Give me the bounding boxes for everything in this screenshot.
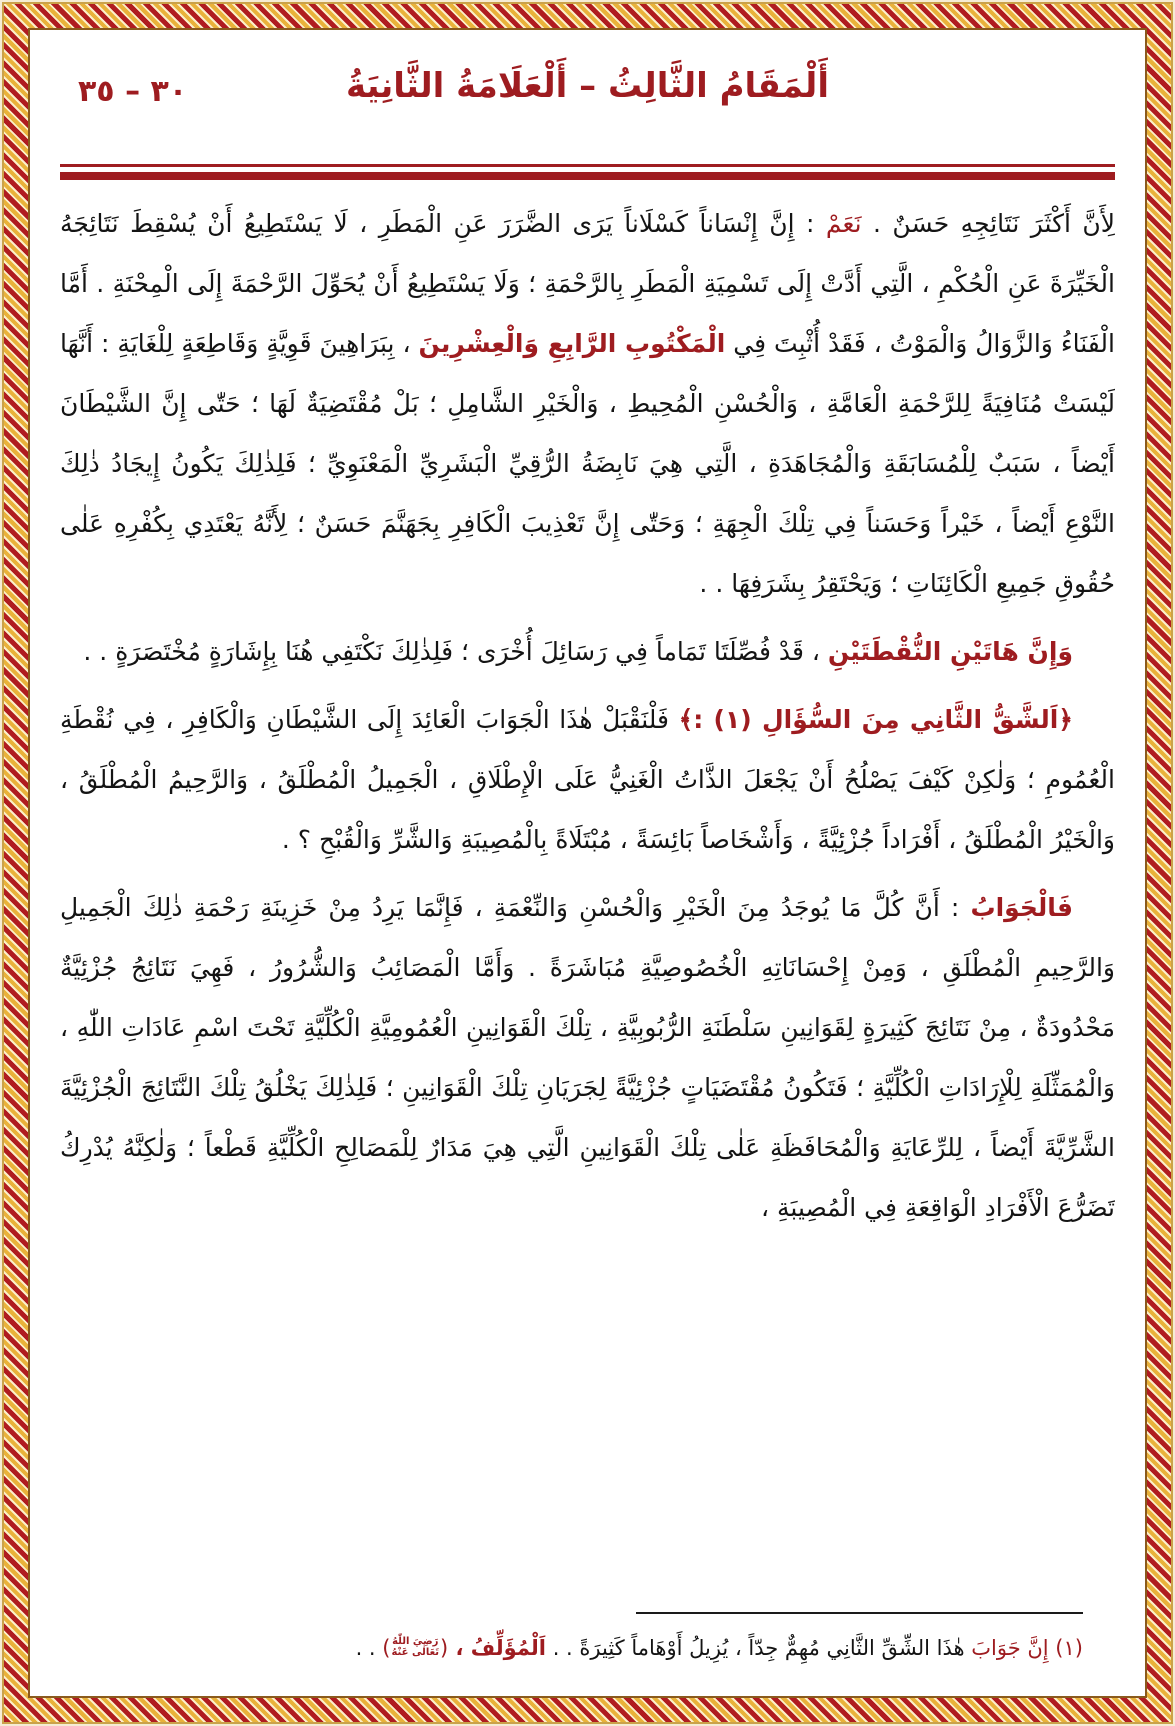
paragraph-4 [60, 878, 1115, 1238]
red-phrase-two-points: وَإِنَّ هَاتَيْنِ النُّقْطَتَيْنِ [827, 637, 1073, 666]
footnote-marker: (١) إِنَّ جَوَابَ [964, 1636, 1083, 1660]
seal-line-2: تَعَالٰى عَنْهُ [391, 1647, 439, 1658]
red-reference-letter-24: الْمَكْتُوبِ الرَّابِعِ وَالْعِشْرِينَ [418, 329, 726, 358]
red-word-naam: نَعَمْ [825, 209, 862, 238]
seal-close-paren: ) [382, 1636, 391, 1660]
text-segment: ، قَدْ فُصِّلَتَا تَمَاماً فِي رَسَائِلَ أُخْرَى ؛ فَلِذٰلِكَ نَكْتَفِي هُنَا بِإِشَارَةٍ مُخْتَصَرَةٍ . . [83, 637, 828, 666]
author-seal [391, 1636, 439, 1658]
footnote-text [90, 1630, 1083, 1666]
footnote-separator [636, 1612, 1083, 1614]
text-segment: فَلْنَقْبَلْ هٰذَا الْجَوَابَ الْعَائِدَ إِلَى الشَّيْطَانِ وَالْكَافِرِ ، فِي نُقْطَةِ الْعُمُومِ ؛ وَلٰكِنْ كَيْفَ يَصْلُحُ أَنْ يَجْعَلَ الذَّاتُ الْغَنِيُّ عَلَى الْإِطْلَاقِ ، الْجَمِيلُ الْمُطْلَقُ ، وَالرَّحِيمُ الْمُطْلَقُ ، وَالْخَيْرُ الْمُطْلَقُ ، أَفْرَاداً جُزْئِيَّةً ، وَأَشْخَاصاً بَائِسَةً ، مُبْتَلَاةً بِالْمُصِيبَةِ وَالشَّرِّ وَالْقُبْحِ ؟ . [60, 705, 1115, 854]
text-segment: : إِنَّ إِنْسَاناً كَسْلَاناً يَرَى الضَّرَرَ عَنِ الْمَطَرِ ، لَا يَسْتَطِيعُ أَنْ يُسْقِطَ نَتَائِجَهُ الْخَيِّرَةَ عَنِ الْحُكْمِ ، الَّتِي أَدَّتْ إِلَى تَسْمِيَةِ الْمَطَرِ بِالرَّحْمَةِ ؛ وَلَا يَسْتَطِيعُ أَنْ يُحَوِّلَ الرَّحْمَةَ إِلَى الْمِحْنَةِ . أَمَّا الْفَنَاءُ وَالزَّوَالُ وَالْمَوْتُ ، فَقَدْ أُثْبِتَ فِي [60, 209, 1115, 358]
seal-open-paren: ( [439, 1636, 449, 1660]
text-segment: ، بِبَرَاهِينَ قَوِيَّةٍ وَقَاطِعَةٍ لِلْغَايَةِ : أَنَّهَا لَيْسَتْ مُنَافِيَةً لِلرَّحْمَةِ الْعَامَّةِ ، وَالْحُسْنِ الْمُحِيطِ ، وَالْخَيْرِ الشَّامِلِ ؛ بَلْ مُقْتَضِيَةٌ لَهَا ؛ حَتّٰى إِنَّ الشَّيْطَانَ أَيْضاً ، سَبَبٌ لِلْمُسَابَقَةِ وَالْمُجَاهَدَةِ ، الَّتِي هِيَ نَابِضَةُ الرُّقِيِّ الْبَشَرِيِّ الْمَعْنَوِيِّ ؛ فَلِذٰلِكَ يَكُونُ إِيجَادُ ذٰلِكَ النَّوْعِ أَيْضاً ، خَيْراً وَحَسَناً فِي تِلْكَ الْجِهَةِ ؛ وَحَتّٰى إِنَّ تَعْذِيبَ الْكَافِرِ بِجَهَنَّمَ حَسَنٌ ؛ لِأَنَّهُ يَعْتَدِي بِكُفْرِهِ عَلٰى حُقُوقِ جَمِيعِ الْكَائِنَاتِ ؛ وَيَحْتَقِرُ بِشَرَفِهَا . . [60, 329, 1115, 598]
page-title: أَلْمَقَامُ الثَّالِثُ – أَلْعَلَامَةُ الثَّانِيَةُ [346, 66, 829, 106]
paragraph-3 [60, 690, 1115, 870]
footnote-body: هٰذَا الشِّقِّ الثَّانِي مُهِمٌّ جِدّاً ، يُزِيلُ أَوْهَاماً كَثِيرَةً . . [546, 1636, 965, 1660]
text-segment: : أَنَّ كُلَّ مَا يُوجَدُ مِنَ الْخَيْرِ وَالْحُسْنِ وَالنِّعْمَةِ ، فَإِنَّمَا يَرِدُ مِنْ خَزِينَةِ رَحْمَةِ ذٰلِكَ الْجَمِيلِ وَالرَّحِيمِ الْمُطْلَقِ ، وَمِنْ إِحْسَانَاتِهِ الْخُصُوصِيَّةِ مُبَاشَرَةً . وَأَمَّا الْمَصَائِبُ وَالشُّرُورُ ، فَهِيَ نَتَائِجُ جُزْئِيَّةٌ مَحْدُودَةٌ ، مِنْ نَتَائِجَ كَثِيرَةٍ لِقَوَانِينِ سَلْطَنَةِ الرُّبُوبِيَّةِ ، تِلْكَ الْقَوَانِينِ الْعُمُومِيَّةِ الْكُلِّيَّةِ تَحْتَ اسْمِ عَادَاتِ اللّٰهِ ، وَالْمُمَثِّلَةِ لِلْإِرَادَاتِ الْكُلِّيَّةِ ؛ فَتَكُونُ مُقْتَضَيَاتٍ جُزْئِيَّةً لِجَرَيَانِ تِلْكَ الْقَوَانِينِ ؛ فَلِذٰلِكَ يَخْلُقُ تِلْكَ النَّتَائِجَ الْجُزْئِيَّةَ الشَّرِّيَّةَ أَيْضاً ، لِلرِّعَايَةِ وَالْمُحَافَظَةِ عَلٰى تِلْكَ الْقَوَانِينِ الَّتِي هِيَ مَدَارٌ لِلْمَصَالِحِ الْكُلِّيَّةِ قَطْعاً ؛ وَلٰكِنَّهُ يُدْرِكُ تَضَرُّعَ الْأَفْرَادِ الْوَاقِعَةِ فِي الْمُصِيبَةِ ، [60, 893, 1115, 1222]
header-rule-thick [60, 172, 1115, 180]
header-rule-thin [60, 164, 1115, 167]
page-numbers: ٣٠ – ٣٥ [78, 74, 188, 109]
red-word-answer: فَالْجَوَابُ [970, 893, 1073, 922]
page-content [32, 32, 1143, 1694]
text-segment: لِأَنَّ أَكْثَرَ نَتَائِجِهِ حَسَنٌ . [861, 209, 1115, 238]
red-heading-second-part-of-question: ﴿اَلشَّقُّ الثَّانِي مِنَ السُّؤَالِ (١) :﴾ [678, 705, 1073, 734]
paragraph-2 [60, 622, 1115, 682]
footnote-author: اَلْمُؤَلِّفُ ، [448, 1636, 547, 1660]
footnote-trailing-dots: . . [355, 1636, 383, 1660]
body-text [60, 194, 1115, 1524]
paragraph-1 [60, 194, 1115, 614]
page-header [60, 32, 1115, 162]
footnote-area [90, 1612, 1083, 1666]
seal-line-1: رَضِيَ اللّٰهُ [392, 1636, 439, 1647]
